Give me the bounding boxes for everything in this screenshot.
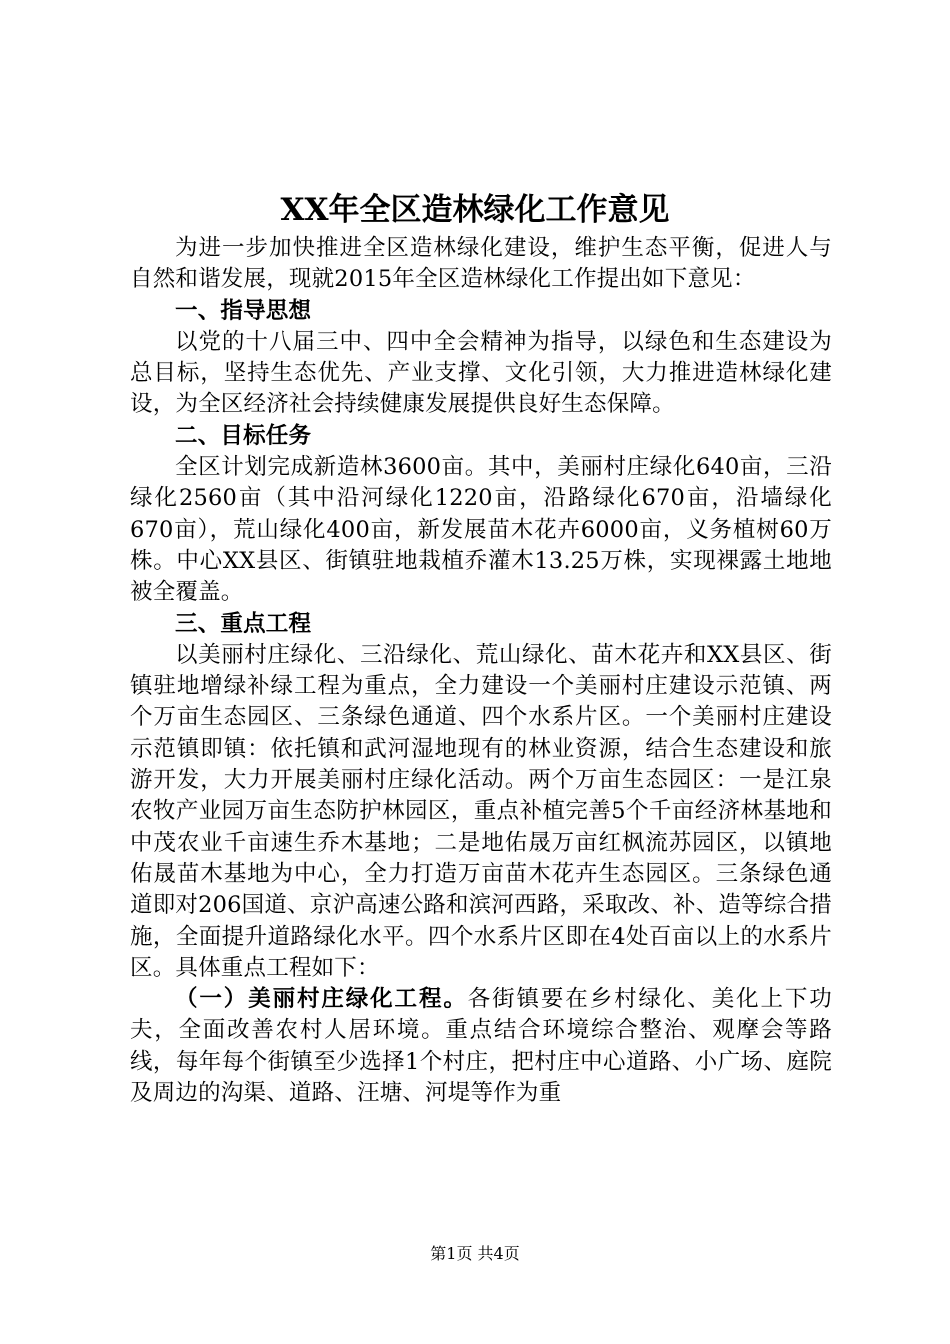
subsection-paragraph-village-greening bbox=[130, 984, 832, 1109]
page-number-footer: 第1页 共4页 bbox=[430, 1244, 520, 1263]
intro-paragraph: 为进一步加快推进全区造林绿化建设，维护生态平衡，促进人与自然和谐发展，现就2015年全区造林绿化工作提出如下意见： bbox=[130, 235, 832, 293]
section-heading-guiding-ideology: 一、指导思想 bbox=[175, 297, 312, 324]
section-heading-goals: 二、目标任务 bbox=[175, 422, 312, 449]
section-paragraph-goals: 全区计划完成新造林3600亩。其中，美丽村庄绿化640亩，三沿绿化2560亩（其中沿河绿化1220亩，沿路绿化670亩，沿墙绿化670亩），荒山绿化400亩，新发展苗木花卉6000亩，义务植树60万株。中心XX县区、街镇驻地栽植乔灌木13.25万株，实现裸露土地地被全覆盖。 bbox=[130, 454, 832, 606]
section-heading-key-projects: 三、重点工程 bbox=[175, 610, 312, 637]
section-paragraph-guiding-ideology: 以党的十八届三中、四中全会精神为指导，以绿色和生态建设为总目标，坚持生态优先、产业支撑、文化引领，大力推进造林绿化建设，为全区经济社会持续健康发展提供良好生态保障。 bbox=[130, 328, 832, 418]
document-title: XX年全区造林绿化工作意见 bbox=[280, 192, 670, 228]
subsection-body-village-greening: 各街镇要在乡村绿化、美化上下功夫，全面改善农村人居环境。重点结合环境综合整治、观摩会等路线，每年每个街镇至少选择1个村庄，把村庄中心道路、小广场、庭院及周边的沟渠、道路、汪塘、河堤等作为重 bbox=[130, 986, 832, 1107]
section-paragraph-key-projects: 以美丽村庄绿化、三沿绿化、荒山绿化、苗木花卉和XX县区、街镇驻地增绿补绿工程为重点，全力建设一个美丽村庄建设示范镇、两个万亩生态园区、三条绿色通道、四个水系片区。一个美丽村庄建设示范镇即镇：依托镇和武河湿地现有的林业资源，结合生态建设和旅游开发，大力开展美丽村庄绿化活动。两个万亩生态园区：一是江泉农牧产业园万亩生态防护林园区，重点补植完善5个千亩经济林基地和中茂农业千亩速生乔木基地；二是地佑晟万亩红枫流苏园区，以镇地佑晟苗木基地为中心，全力打造万亩苗木花卉生态园区。三条绿色通道即对206国道、京沪高速公路和滨河西路，采取改、补、造等综合措施，全面提升道路绿化水平。四个水系片区即在4处百亩以上的水系片区。具体重点工程如下： bbox=[130, 641, 832, 981]
subsection-heading-village-greening: （一）美丽村庄绿化工程。 bbox=[175, 986, 468, 1013]
document-body bbox=[130, 233, 832, 1109]
